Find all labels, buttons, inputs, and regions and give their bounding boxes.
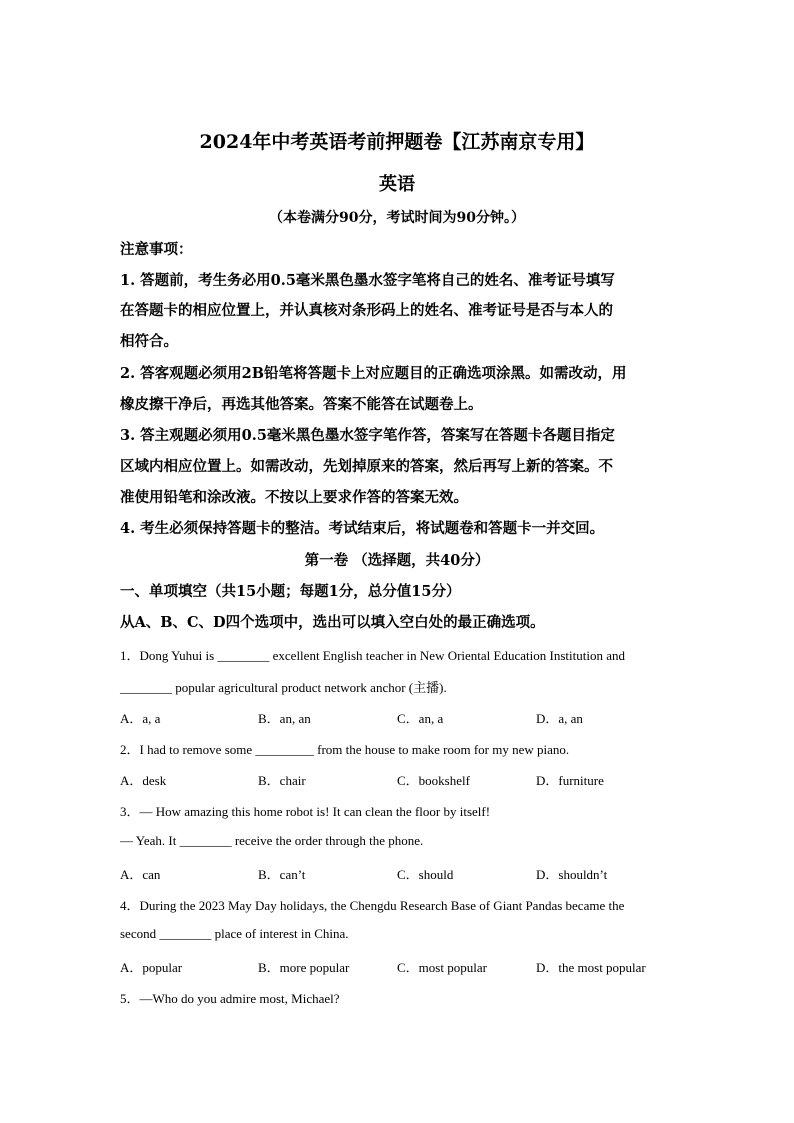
- note-line: 3. 答主观题必须用0.5毫米黑色墨水签字笔作答，答案写在答题卡各题目指定: [120, 427, 615, 444]
- option-d: D．the most popular: [536, 960, 646, 975]
- option-d: D．shouldn’t: [536, 867, 608, 882]
- page-title: 2024年中考英语考前押题卷【江苏南京专用】: [199, 131, 595, 153]
- note-line: 4. 考生必须保持答题卡的整洁。考试结束后，将试题卷和答题卡一并交回。: [120, 520, 605, 537]
- option-a: A．can: [120, 867, 161, 882]
- option-a: A．desk: [120, 773, 167, 788]
- instruction: 从A、B、C、D四个选项中，选出可以填入空白处的最正确选项。: [120, 614, 545, 631]
- note-line: 1. 答题前，考生务必用0.5毫米黑色墨水签字笔将自己的姓名、准考证号填写: [120, 272, 615, 289]
- question-text: 1．Dong Yuhui is ________ excellent English teacher in New Oriental Education Institution and: [120, 648, 625, 663]
- note-line: 2. 答客观题必须用2B铅笔将答题卡上对应题目的正确选项涂黑。如需改动，用: [120, 365, 627, 382]
- option-a: A．a, a: [120, 711, 161, 726]
- note-line: 在答题卡的相应位置上，并认真核对条形码上的姓名、准考证号是否与本人的: [120, 302, 613, 319]
- exam-info: （本卷满分90分，考试时间为90分钟。）: [269, 210, 525, 226]
- option-b: B．an, an: [258, 711, 311, 726]
- option-b: B．more popular: [258, 960, 350, 975]
- option-c: C．most popular: [397, 960, 487, 975]
- note-line: 区域内相应位置上。如需改动，先划掉原来的答案，然后再写上新的答案。不: [120, 458, 613, 475]
- option-c: C．should: [397, 867, 454, 882]
- question-text: 3．— How amazing this home robot is! It can clean the floor by itself!: [120, 804, 491, 819]
- question-text: second ________ place of interest in China.: [120, 926, 349, 941]
- question-text: — Yeah. It ________ receive the order through the phone.: [120, 833, 424, 848]
- part-heading: 第一卷 （选择题，共40分）: [304, 552, 490, 569]
- note-line: 橡皮擦干净后，再选其他答案。答案不能答在试题卷上。: [120, 396, 483, 413]
- option-a: A．popular: [120, 960, 183, 975]
- option-c: C．an, a: [397, 711, 444, 726]
- note-line: 准使用铅笔和涂改液。不按以上要求作答的答案无效。: [120, 489, 468, 506]
- section-heading: 一、单项填空（共15小题；每题1分，总分值15分）: [120, 583, 461, 600]
- question-text: 2．I had to remove some _________ from the house to make room for my new piano.: [120, 742, 570, 757]
- question-text: 5．—Who do you admire most, Michael?: [120, 991, 340, 1006]
- option-c: C．bookshelf: [397, 773, 470, 788]
- notes-heading: 注意事项：: [120, 241, 193, 258]
- option-b: B．can’t: [258, 867, 306, 882]
- question-text: 4．During the 2023 May Day holidays, the Chengdu Research Base of Giant Pandas became the: [120, 898, 625, 913]
- option-d: D．a, an: [536, 711, 583, 726]
- subject-title: 英语: [379, 174, 415, 195]
- question-text: ________ popular agricultural product network anchor (主播).: [120, 680, 447, 695]
- option-b: B．chair: [258, 773, 306, 788]
- option-d: D．furniture: [536, 773, 604, 788]
- note-line: 相符合。: [120, 333, 178, 350]
